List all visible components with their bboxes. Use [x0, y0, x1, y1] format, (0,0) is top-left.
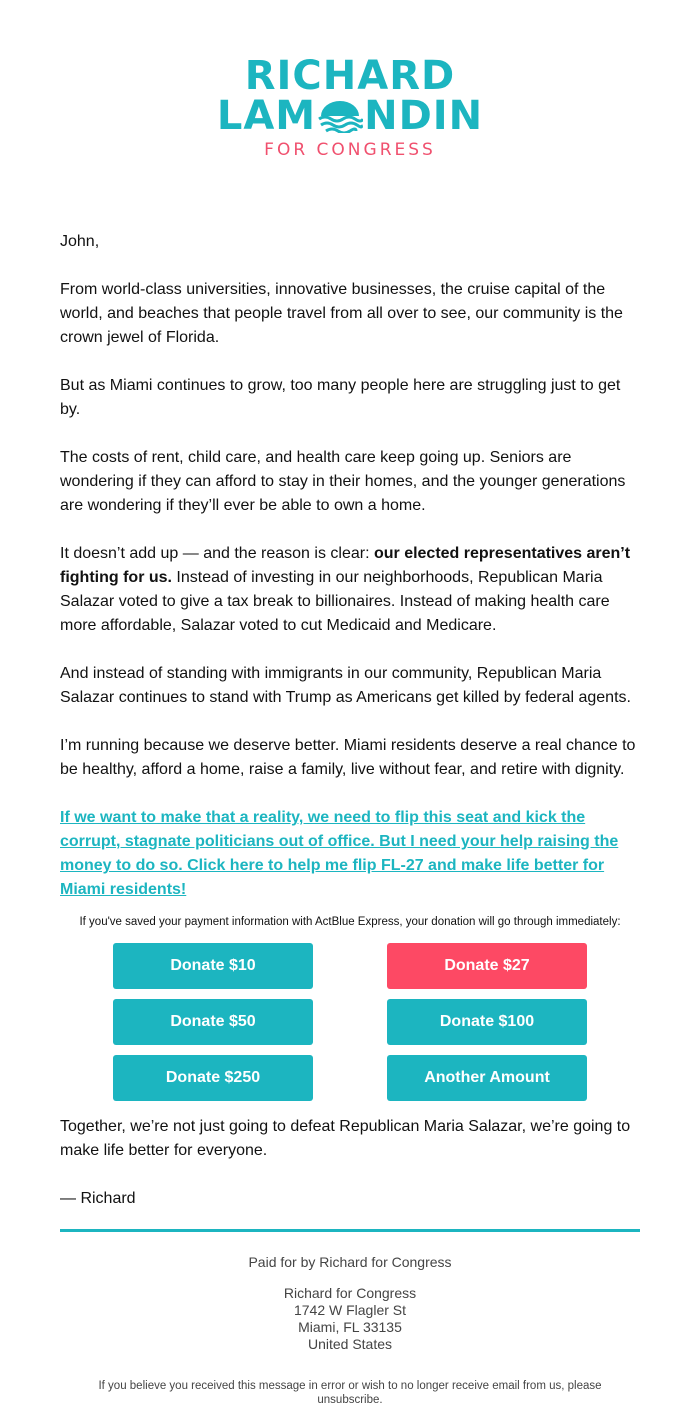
logo-subtitle: FOR CONGRESS [264, 140, 436, 160]
email-footer [0, 1232, 700, 1407]
wave-o-icon [317, 99, 363, 133]
donate-10-button[interactable]: Donate $10 [113, 943, 313, 989]
unsubscribe-link[interactable]: If you believe you received this message in error or wish to no longer receive email from us, please unsubscribe. [98, 1380, 602, 1406]
cta-paragraph [60, 806, 640, 902]
donate-button-grid [60, 943, 640, 1101]
paragraph-3: The costs of rent, child care, and health care keep going up. Seniors are wondering if they can afford to stay in their homes, and the younger generations are wondering if they’ll ever be able to own a home. [60, 449, 626, 514]
donate-cta-link[interactable]: If we want to make that a reality, we need to flip this seat and kick the corrupt, stagnate politicians out of office. But I need your help raising the money to do so. Click here to help me flip FL-27 and make life better for Miami residents! [60, 809, 619, 898]
campaign-logo [0, 0, 700, 172]
paragraph-5: And instead of standing with immigrants in our community, Republican Maria Salazar continues to stand with Trump as Americans get killed by federal agents. [60, 665, 631, 706]
logo-first-name: RICHARD [244, 53, 456, 99]
logo-last-name-left: LAM [216, 93, 317, 139]
greeting: John, [60, 233, 100, 250]
signature: — Richard [60, 1190, 136, 1207]
closing-paragraph: Together, we’re not just going to defeat Republican Maria Salazar, we’re going to make life better for everyone. [60, 1118, 631, 1159]
paragraph-4-bold: our elected representatives aren’t fighting for us. [60, 545, 631, 586]
another-amount-button[interactable]: Another Amount [387, 1055, 587, 1101]
donate-27-button[interactable]: Donate $27 [387, 943, 587, 989]
logo-last-name [216, 93, 484, 139]
donate-100-button[interactable]: Donate $100 [387, 999, 587, 1045]
paragraph-4-end: Instead of investing in our neighborhoods, Republican Maria Salazar voted to give a tax break to billionaires. Instead of making health care more affordable, Salazar voted to cut Medicaid and Medicare. [60, 569, 610, 634]
paragraph-4 [60, 542, 640, 638]
donate-50-button[interactable]: Donate $50 [113, 999, 313, 1045]
address-line-2: 1742 W Flagler St [293, 1302, 407, 1318]
paragraph-2: But as Miami continues to grow, too many people here are struggling just to get by. [60, 377, 621, 418]
paragraph-4-start: It doesn’t add up — and the reason is clear: [60, 545, 374, 562]
address-line-3: Miami, FL 33135 [298, 1319, 402, 1335]
paragraph-1: From world-class universities, innovative businesses, the cruise capital of the world, and beaches that people travel from all over to see, our community is the crown jewel of Florida. [60, 281, 623, 346]
address-line-1: Richard for Congress [283, 1285, 417, 1301]
paid-for-disclaimer: Paid for by Richard for Congress [248, 1254, 452, 1270]
address-line-4: United States [307, 1336, 393, 1352]
actblue-note: If you've saved your payment information with ActBlue Express, your donation will go through immediately: [79, 916, 621, 928]
donate-250-button[interactable]: Donate $250 [113, 1055, 313, 1101]
paragraph-6: I’m running because we deserve better. Miami residents deserve a real chance to be healthy, afford a home, raise a family, live without fear, and retire with dignity. [60, 737, 636, 778]
logo-last-name-right: NDIN [364, 93, 484, 139]
mailing-address [0, 1285, 700, 1353]
email-body [0, 172, 700, 1211]
